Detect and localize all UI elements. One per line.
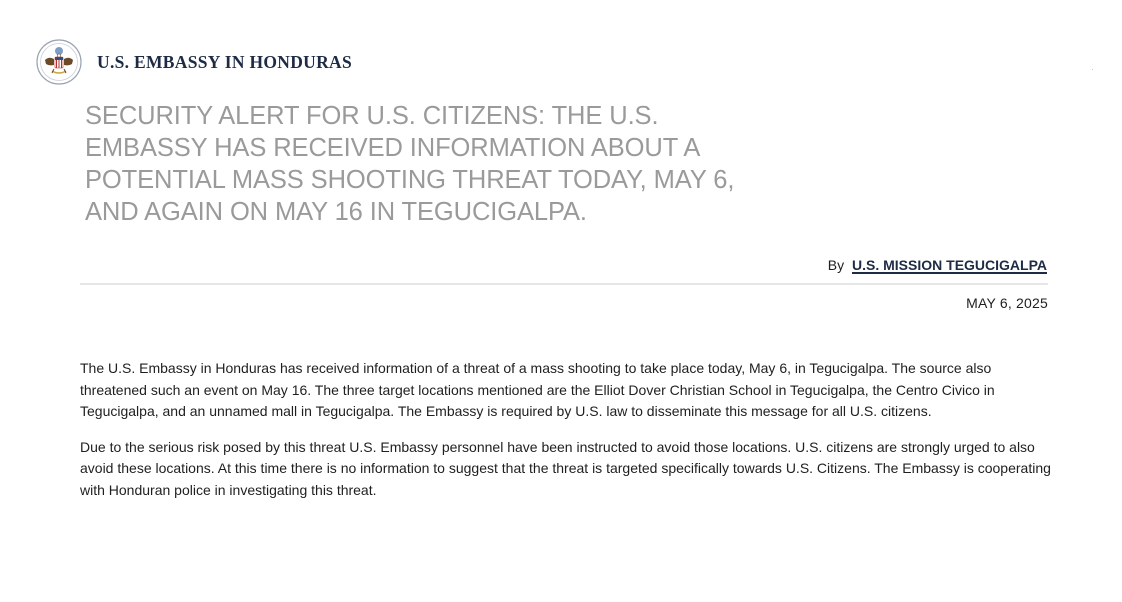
article-body — [80, 358, 1055, 515]
byline-prefix: By — [827, 257, 845, 273]
author-link[interactable]: U.S. MISSION TEGUCIGALPA — [852, 257, 1047, 273]
body-paragraph: The U.S. Embassy in Honduras has received information of a threat of a mass shooting to take place today, May 6, in Tegucigalpa. The source also threatened such an event on May 16. The three target locations mentioned are the Elliot Dover Christian School in Tegucigalpa, the Centro Civico in Tegucigalpa, and an unnamed mall in Tegucigalpa. The Embassy is required by U.S. law to disseminate this message for all U.S. citizens. — [80, 360, 995, 419]
publish-date: MAY 6, 2025 — [966, 295, 1048, 311]
decorative-dot — [1092, 69, 1093, 70]
byline — [828, 257, 1047, 273]
body-paragraph: Due to the serious risk posed by this threat U.S. Embassy personnel have been instructed to avoid those locations. U.S. citizens are strongly urged to also avoid these locations. At this time there is no information to suggest that the threat is targeted specifically towards U.S. Citizens. The Embassy is cooperating with Honduran police in investigating this threat. — [80, 438, 1051, 498]
site-name-link[interactable]: U.S. EMBASSY IN HONDURAS — [97, 51, 352, 72]
great-seal-icon[interactable] — [36, 39, 82, 85]
divider — [80, 283, 1048, 285]
site-header — [36, 38, 352, 86]
page-title: SECURITY ALERT FOR U.S. CITIZENS: THE U.S. EMBASSY HAS RECEIVED INFORMATION ABOUT A POTENTIAL MASS SHOOTING THREAT TODAY, MAY 6, AND AGAIN ON MAY 16 IN TEGUCIGALPA. — [85, 102, 735, 226]
